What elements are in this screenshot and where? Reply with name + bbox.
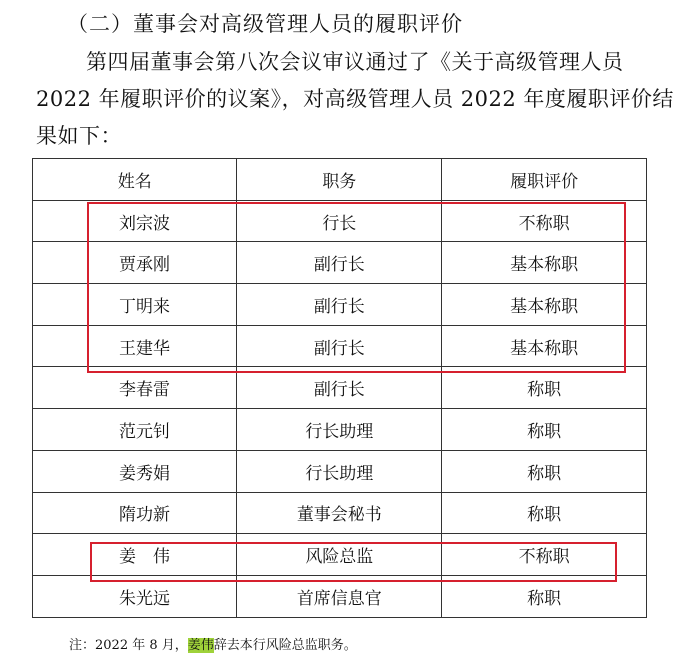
table-row — [33, 450, 647, 492]
footnote-suffix: 辞去本行风险总监职务。 — [213, 638, 357, 653]
footnote-prefix: 注：2022 年 8 月， — [69, 638, 188, 653]
cell-evaluation: 称职 — [442, 492, 647, 534]
section-heading: （二）董事会对高级管理人员的履职评价 — [67, 12, 463, 36]
cell-evaluation: 称职 — [442, 409, 647, 451]
cell-position: 董事会秘书 — [237, 492, 442, 534]
table-row — [33, 492, 647, 534]
table-row — [33, 534, 647, 576]
cell-name: 丁明来 — [33, 284, 237, 326]
table-header-row — [33, 159, 647, 201]
cell-name: 王建华 — [33, 325, 237, 367]
cell-position: 副行长 — [237, 325, 442, 367]
cell-evaluation: 不称职 — [442, 200, 647, 242]
cell-name: 姜 伟 — [33, 534, 237, 576]
header-position: 职务 — [237, 159, 442, 201]
cell-name: 李春雷 — [33, 367, 237, 409]
cell-position: 行长助理 — [237, 409, 442, 451]
cell-evaluation: 基本称职 — [442, 242, 647, 284]
table-row — [33, 200, 647, 242]
cell-name: 朱光远 — [33, 575, 237, 617]
cell-evaluation: 基本称职 — [442, 325, 647, 367]
table-row — [33, 325, 647, 367]
cell-evaluation: 不称职 — [442, 534, 647, 576]
cell-evaluation: 称职 — [442, 367, 647, 409]
table-row — [33, 575, 647, 617]
cell-name: 姜秀娟 — [33, 450, 237, 492]
paragraph-line-2: 2022 年履职评价的议案》，对高级管理人员 2022 年度履职评价结 — [36, 87, 674, 111]
cell-position: 副行长 — [237, 242, 442, 284]
cell-evaluation: 基本称职 — [442, 284, 647, 326]
footnote-highlight: 姜伟 — [187, 638, 214, 653]
table-row — [33, 409, 647, 451]
cell-name: 贾承刚 — [33, 242, 237, 284]
table-row — [33, 367, 647, 409]
paragraph-line-3: 果如下： — [36, 124, 122, 148]
cell-position: 风险总监 — [237, 534, 442, 576]
cell-position: 副行长 — [237, 284, 442, 326]
header-evaluation: 履职评价 — [442, 159, 647, 201]
cell-position: 首席信息官 — [237, 575, 442, 617]
cell-evaluation: 称职 — [442, 450, 647, 492]
cell-position: 行长 — [237, 200, 442, 242]
cell-name: 隋功新 — [33, 492, 237, 534]
cell-position: 行长助理 — [237, 450, 442, 492]
table-row — [33, 284, 647, 326]
evaluation-table — [32, 158, 647, 618]
cell-name: 范元钊 — [33, 409, 237, 451]
intro-paragraph — [36, 44, 676, 155]
cell-name: 刘宗波 — [33, 200, 237, 242]
table-row — [33, 242, 647, 284]
header-name: 姓名 — [33, 159, 237, 201]
cell-evaluation: 称职 — [442, 575, 647, 617]
footnote — [69, 634, 357, 653]
cell-position: 副行长 — [237, 367, 442, 409]
paragraph-line-1: 第四届董事会第八次会议审议通过了《关于高级管理人员 — [86, 50, 624, 74]
